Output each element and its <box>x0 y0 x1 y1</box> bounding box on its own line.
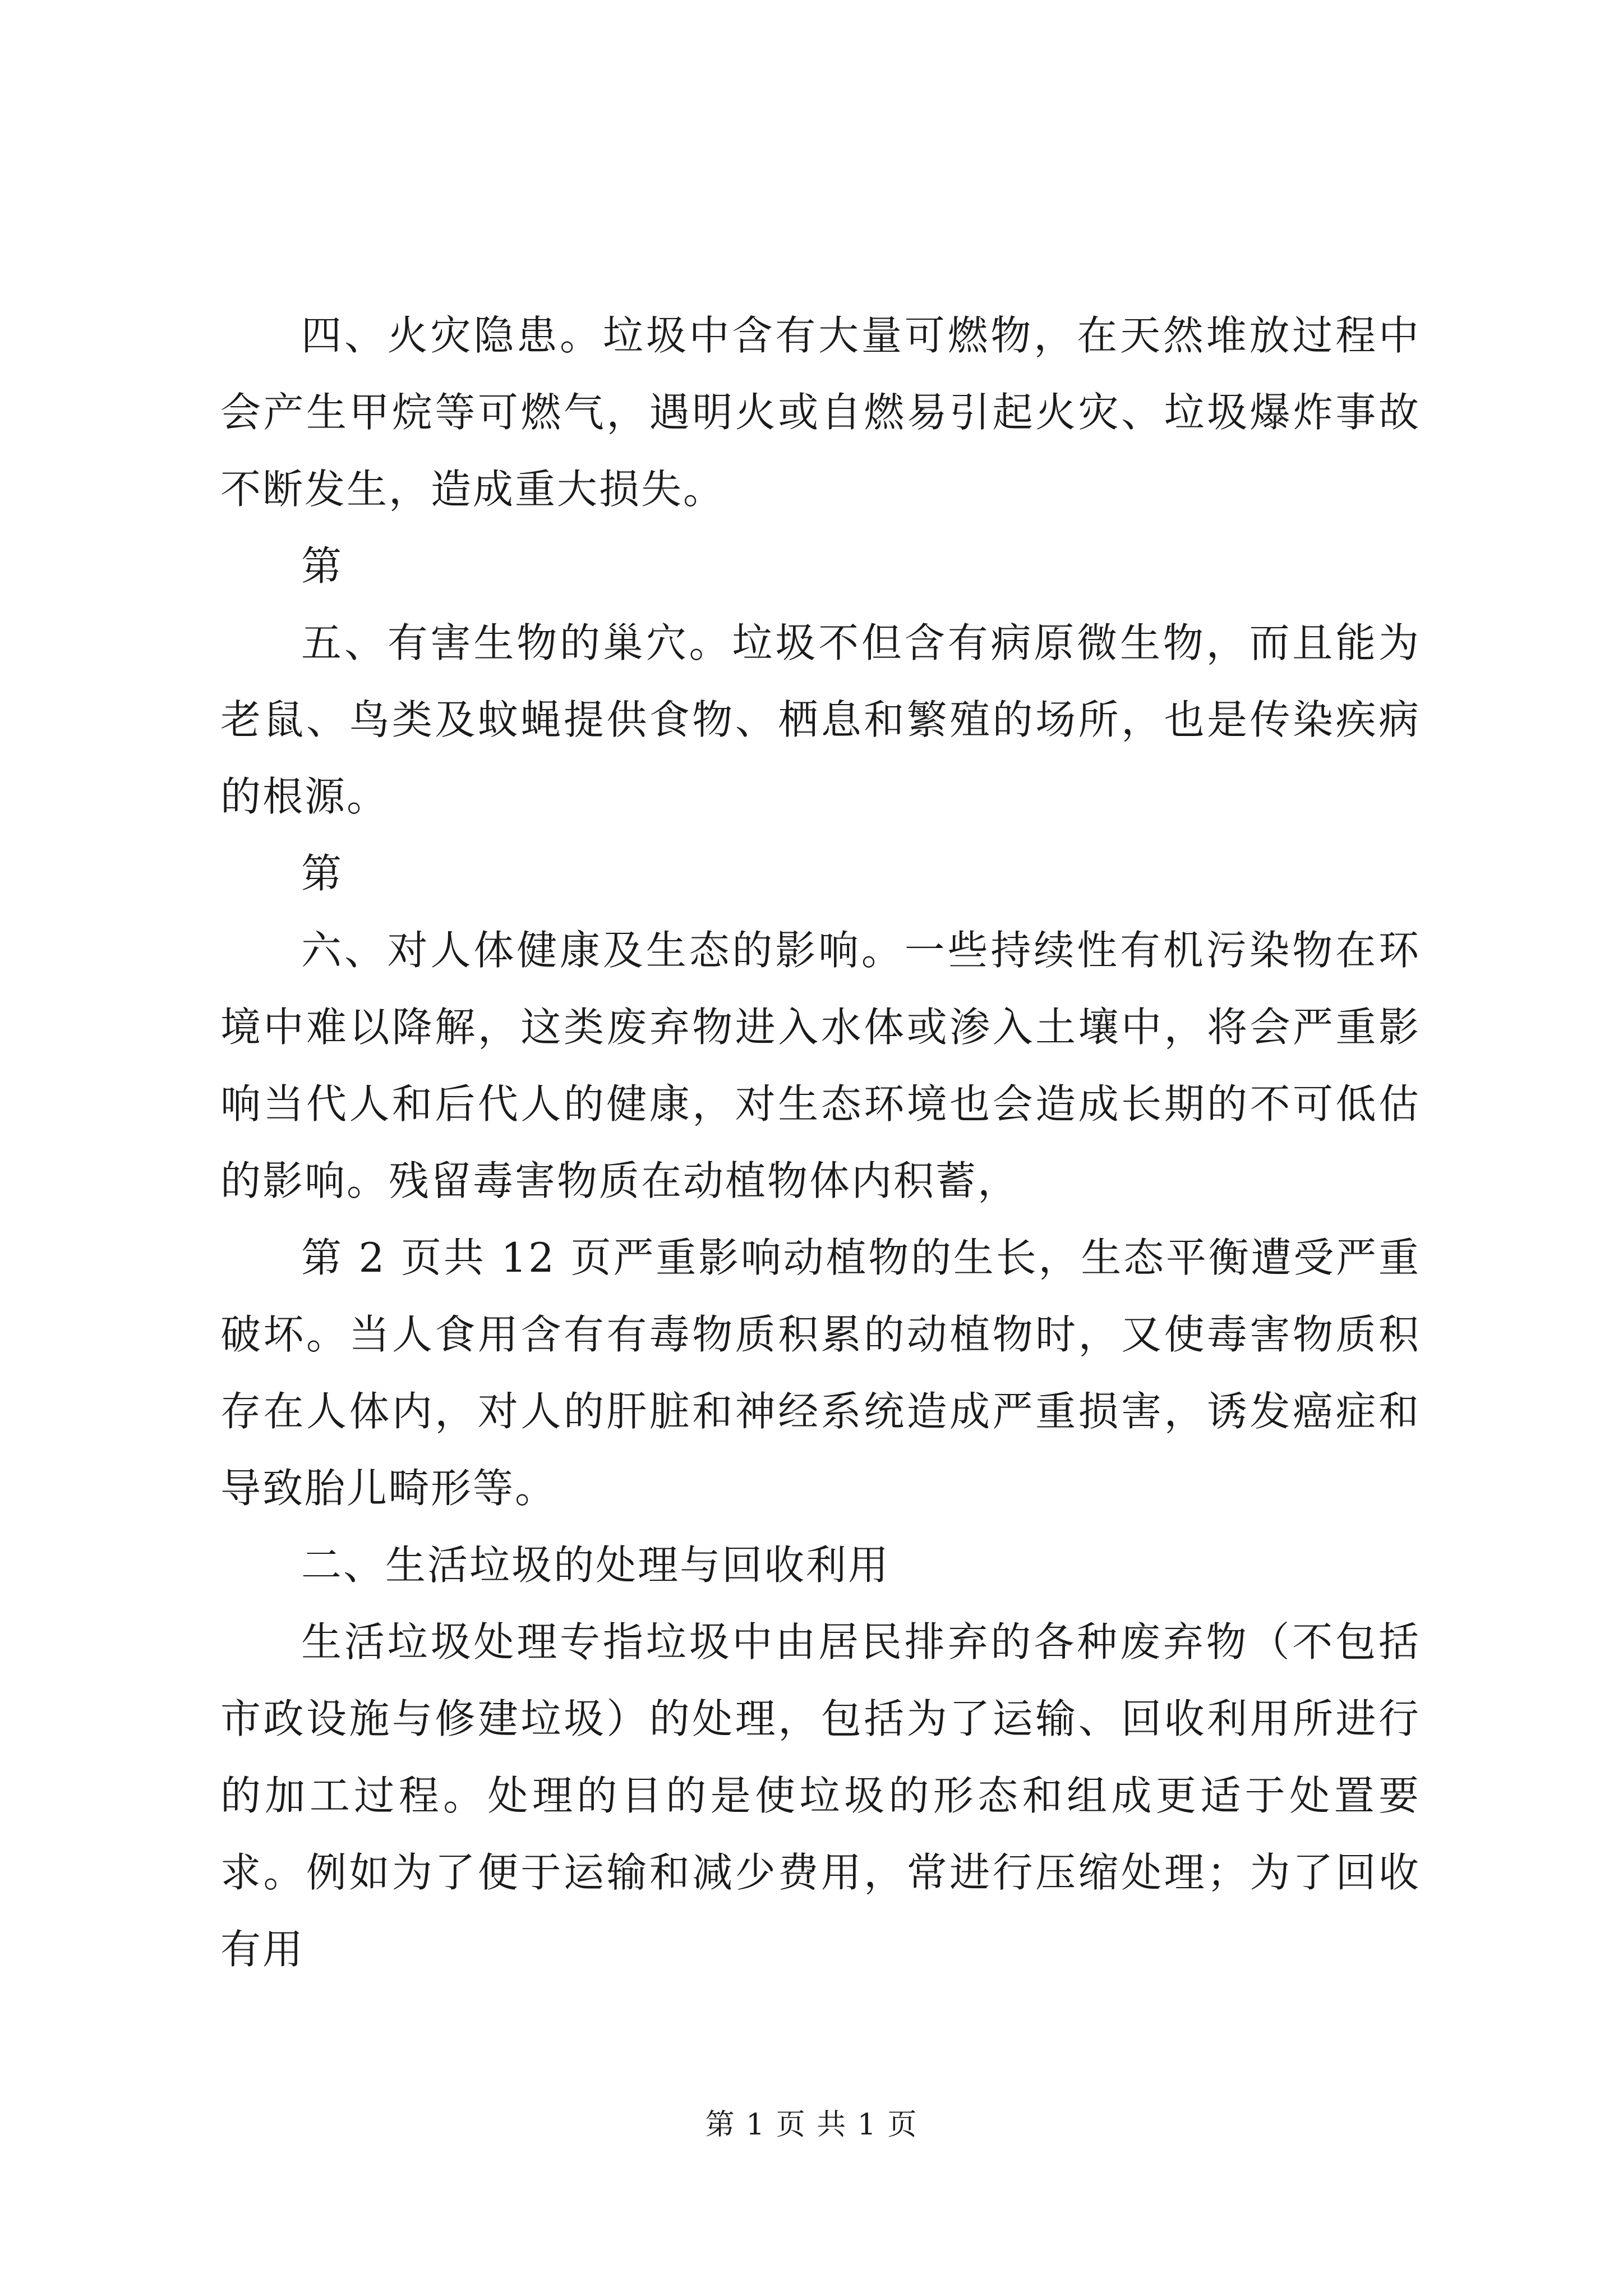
paragraph-fragment: 第 <box>301 542 344 590</box>
section-heading: 二、生活垃圾的处理与回收利用 <box>301 1542 891 1589</box>
paragraph-ecology-damage: 第 2 页共 12 页严重影响动植物的生长，生态平衡遭受严重破坏。当人食用含有有毒物质积累的动植物时，又使毒害物质积存在人体内，对人的肝脏和神经系统造成严重损害，诱发癌症和导致胎儿畸形等。 <box>220 1234 1421 1512</box>
document-body <box>220 297 1421 1988</box>
paragraph-fire-hazard: 四、火灾隐患。垃圾中含有大量可燃物，在天然堆放过程中会产生甲烷等可燃气，遇明火或自燃易引起火灾、垃圾爆炸事故不断发生，造成重大损失。 <box>220 312 1421 513</box>
page-footer: 第 1 页 共 1 页 <box>705 2108 918 2142</box>
paragraph-health-impact: 六、对人体健康及生态的影响。一些持续性有机污染物在环境中难以降解，这类废弃物进入水体或渗入土壤中，将会严重影响当代人和后代人的健康，对生态环境也会造成长期的不可低估的影响。残留毒害物质在动植物体内积蓄， <box>220 927 1421 1204</box>
paragraph-pest-habitat: 五、有害生物的巢穴。垃圾不但含有病原微生物，而且能为老鼠、鸟类及蚊蝇提供食物、栖息和繁殖的场所，也是传染疾病的根源。 <box>220 619 1421 820</box>
paragraph-waste-processing: 生活垃圾处理专指垃圾中由居民排弃的各种废弃物（不包括市政设施与修建垃圾）的处理，包括为了运输、回收利用所进行的加工过程。处理的目的是使垃圾的形态和组成更适于处置要求。例如为了便于运输和减少费用，常进行压缩处理；为了回收有用 <box>220 1618 1421 1973</box>
paragraph-fragment: 第 <box>301 850 344 897</box>
